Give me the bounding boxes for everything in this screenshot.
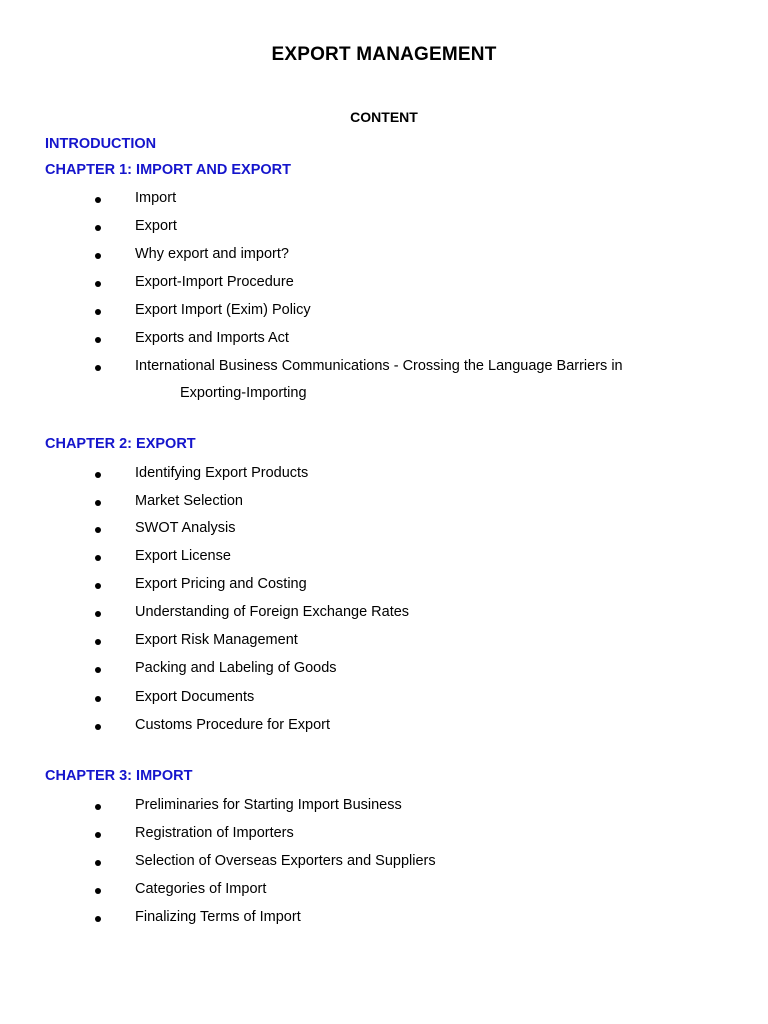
bullet-icon: [95, 225, 101, 231]
chapter-1-heading: CHAPTER 1: IMPORT AND EXPORT: [45, 162, 291, 178]
list-item: [0, 302, 768, 322]
list-item-label: Export Import (Exim) Policy: [135, 302, 311, 318]
bullet-icon: [95, 527, 101, 533]
list-item: [0, 520, 768, 540]
list-item-label: Market Selection: [135, 493, 243, 509]
bullet-icon: [95, 500, 101, 506]
list-item-label: Export-Import Procedure: [135, 274, 294, 290]
list-item-label: Exports and Imports Act: [135, 330, 289, 346]
list-item-label: SWOT Analysis: [135, 520, 236, 536]
list-item: [0, 825, 768, 845]
list-item: [0, 576, 768, 596]
bullet-icon: [95, 253, 101, 259]
content-heading: CONTENT: [350, 109, 418, 125]
list-item-label: Export Pricing and Costing: [135, 576, 307, 592]
bullet-icon: [95, 888, 101, 894]
list-item-label: Customs Procedure for Export: [135, 717, 331, 733]
list-item: [0, 853, 768, 873]
list-item-label: Packing and Labeling of Goods: [135, 660, 337, 676]
list-item: [0, 548, 768, 568]
chapter-2-heading: CHAPTER 2: EXPORT: [45, 436, 196, 452]
list-item-label: Understanding of Foreign Exchange Rates: [135, 604, 410, 620]
list-item-label: Categories of Import: [135, 881, 267, 897]
list-item: [0, 493, 768, 513]
list-item-continuation: Exporting-Importing: [180, 385, 307, 401]
toc-introduction: INTRODUCTION: [45, 136, 157, 152]
list-item-label: Why export and import?: [135, 246, 289, 262]
bullet-icon: [95, 281, 101, 287]
list-item: [0, 218, 768, 238]
list-item: [0, 632, 768, 652]
list-item-label: Registration of Importers: [135, 825, 294, 841]
list-item-label: Export License: [135, 548, 231, 564]
list-item: [0, 358, 768, 378]
list-item-label: Finalizing Terms of Import: [135, 909, 301, 925]
bullet-icon: [95, 667, 101, 673]
list-item: [0, 274, 768, 294]
list-item: [0, 246, 768, 266]
bullet-icon: [95, 583, 101, 589]
list-item: [0, 797, 768, 817]
list-item: [0, 717, 768, 737]
list-item-label: Export Risk Management: [135, 632, 298, 648]
bullet-icon: [95, 197, 101, 203]
list-item-label: International Business Communications - Crossing the Language Barriers in: [135, 358, 623, 374]
list-item-label: Preliminaries for Starting Import Business: [135, 797, 402, 813]
chapter-3-heading: CHAPTER 3: IMPORT: [45, 768, 193, 784]
list-item-label: Selection of Overseas Exporters and Suppliers: [135, 853, 436, 869]
list-item: [0, 465, 768, 485]
list-item-label: Export: [135, 218, 177, 234]
bullet-icon: [95, 555, 101, 561]
bullet-icon: [95, 337, 101, 343]
bullet-icon: [95, 860, 101, 866]
list-item: [0, 190, 768, 210]
list-item-label: Export Documents: [135, 689, 255, 705]
bullet-icon: [95, 696, 101, 702]
list-item-label: Import: [135, 190, 177, 206]
bullet-icon: [95, 916, 101, 922]
list-item-label: Identifying Export Products: [135, 465, 309, 481]
bullet-icon: [95, 472, 101, 478]
bullet-icon: [95, 309, 101, 315]
list-item: [0, 330, 768, 350]
list-item: [0, 909, 768, 929]
bullet-icon: [95, 639, 101, 645]
bullet-icon: [95, 804, 101, 810]
list-item: [0, 881, 768, 901]
bullet-icon: [95, 611, 101, 617]
document-title: EXPORT MANAGEMENT: [271, 44, 497, 65]
bullet-icon: [95, 832, 101, 838]
list-item: [0, 689, 768, 709]
bullet-icon: [95, 365, 101, 371]
list-item: [0, 604, 768, 624]
list-item: [0, 660, 768, 680]
bullet-icon: [95, 724, 101, 730]
